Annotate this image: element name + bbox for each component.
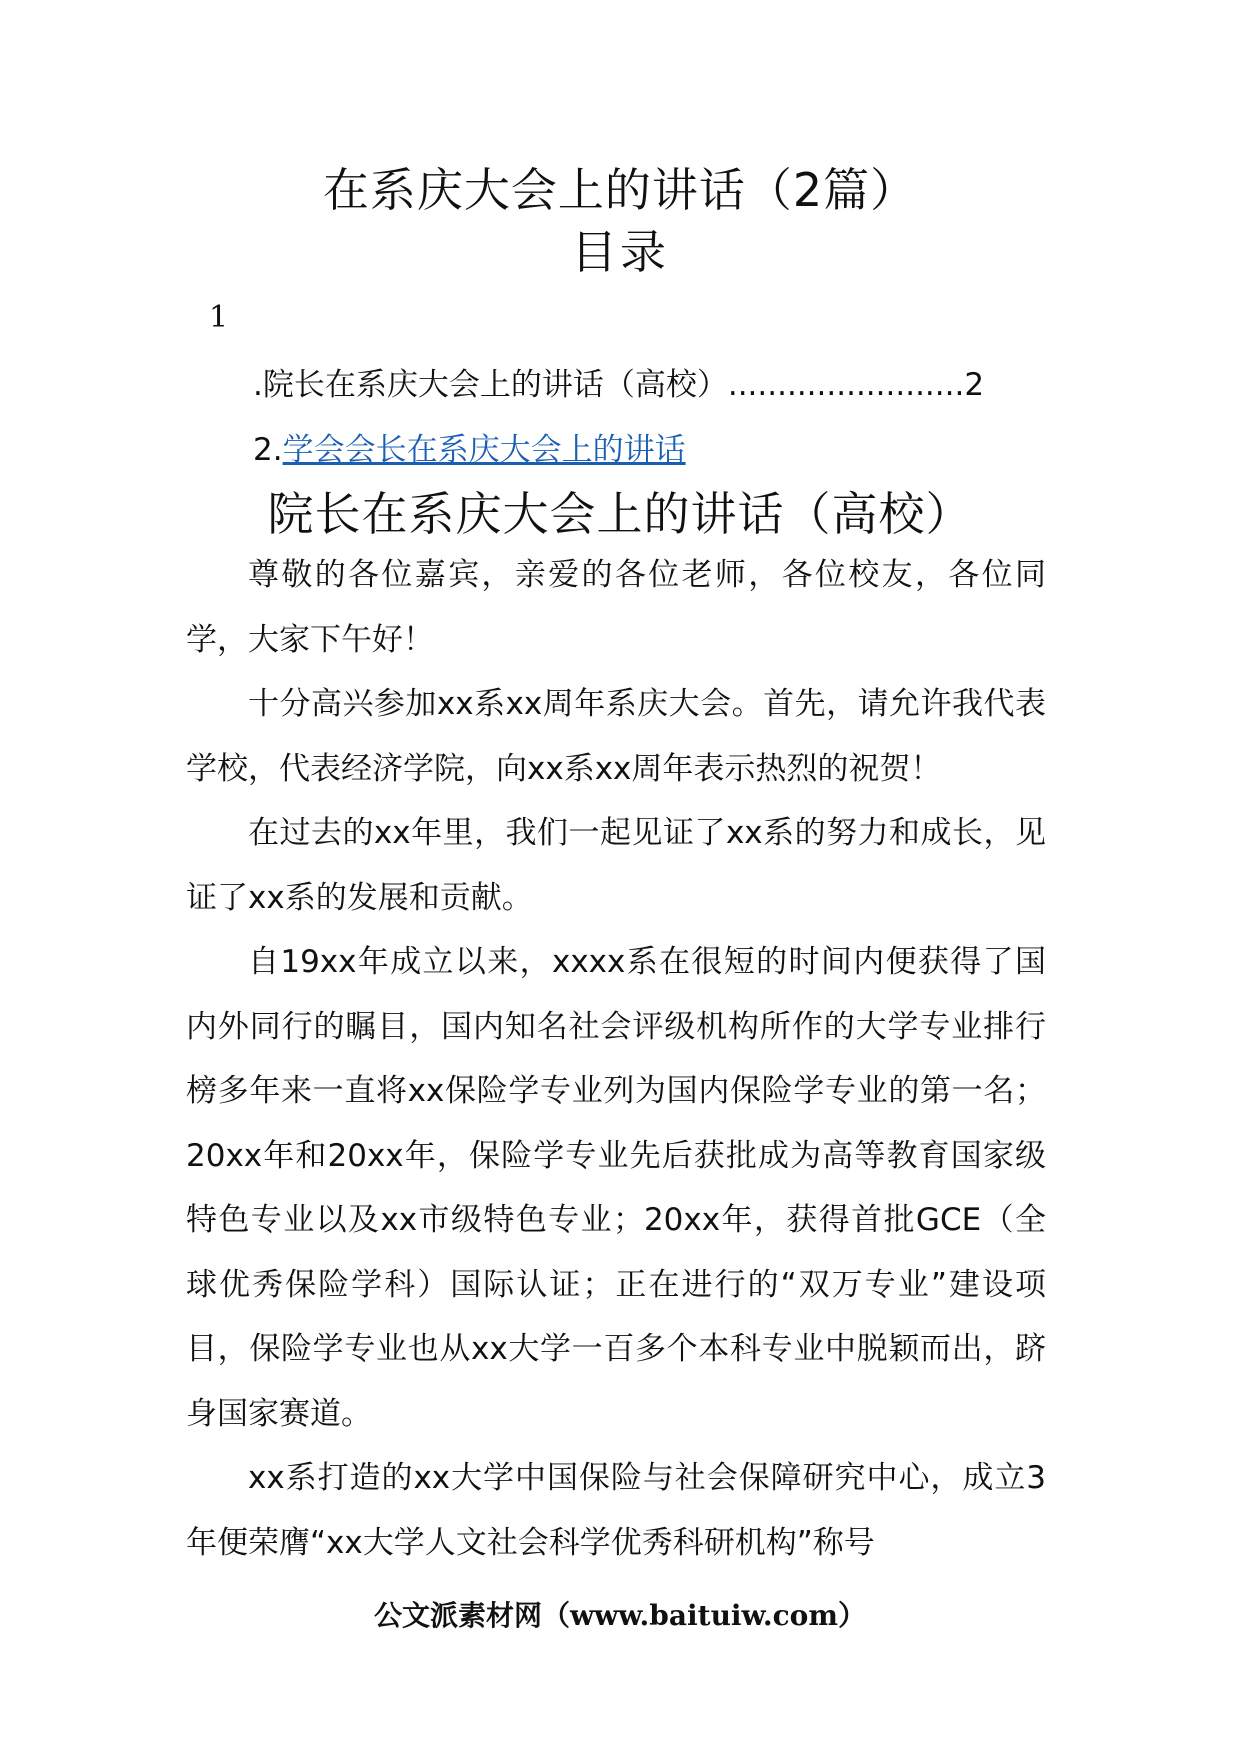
footer-watermark: 公文派素材网（www.baituiw.com）: [374, 1599, 866, 1632]
paragraph-1: 尊敬的各位嘉宾，亲爱的各位老师，各位校友，各位同学，大家下午好！: [186, 557, 1046, 658]
toc-number: 1: [209, 300, 229, 335]
toc-heading: 目录: [571, 225, 669, 279]
paragraph-3: 在过去的xx年里，我们一起见证了xx系的努力和成长，见证了xx系的发展和贡献。: [186, 815, 1046, 916]
toc-entry-1[interactable]: .院长在系庆大会上的讲话（高校）........................2: [253, 367, 985, 403]
paragraph-4: 自19xx年成立以来，xxxx系在很短的时间内便获得了国内外同行的瞩目，国内知名社会评级机构所作的大学专业排行榜多年来一直将xx保险学专业列为国内保险学专业的第一名；20xx年和20xx年，保险学专业先后获批成为高等教育国家级特色专业以及xx市级特色专业；20xx年，获得首批GCE（全球优秀保险学科）国际认证；正在进行的“双万专业”建设项目，保险学专业也从xx大学一百多个本科专业中脱颖而出，跻身国家赛道。: [186, 944, 1046, 1432]
section-title: 院长在系庆大会上的讲话（高校）: [267, 487, 973, 541]
toc-entry-2[interactable]: [253, 428, 1053, 472]
toc-entry-2-prefix: 2.: [253, 432, 283, 468]
speech-body: [186, 543, 1046, 1575]
paragraph-2: 十分高兴参加xx系xx周年系庆大会。首先，请允许我代表学校，代表经济学院，向xx系xx周年表示热烈的祝贺！: [186, 686, 1046, 787]
toc-link-xuehui-speech[interactable]: 学会会长在系庆大会上的讲话: [282, 432, 686, 468]
paragraph-5: xx系打造的xx大学中国保险与社会保障研究中心，成立3年便荣膺“xx大学人文社会科学优秀科研机构”称号: [186, 1460, 1046, 1561]
document-title: 在系庆大会上的讲话（2篇）: [322, 163, 918, 217]
